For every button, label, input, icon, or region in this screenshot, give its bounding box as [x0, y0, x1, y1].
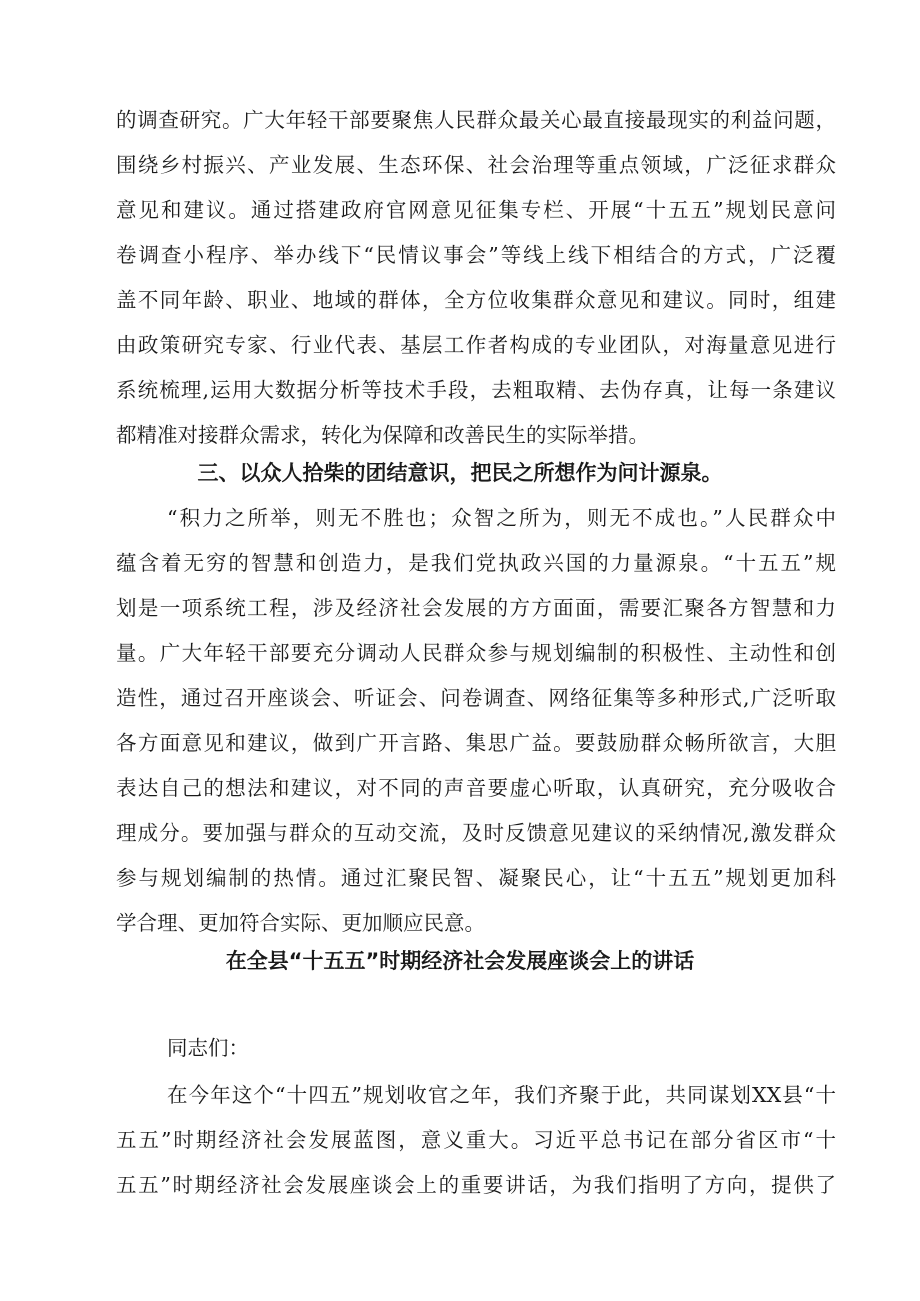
speech-title: 在全县“十五五”时期经济社会发展座谈会上的讲话	[225, 949, 695, 973]
paragraph-line: 蕴含着无穷的智慧和创造力，是我们党执政兴国的力量源泉。“十五五”规	[116, 551, 836, 575]
paragraph-line: 参与规划编制的热情。通过汇聚民智、凝聚民心，让“十五五”规划更加科	[116, 866, 836, 890]
paragraph-line: 盖不同年龄、职业、地域的群体，全方位收集群众意见和建议。同时，组建	[116, 288, 836, 312]
paragraph-line: 五五”时期经济社会发展座谈会上的重要讲话，为我们指明了方向，提供了	[116, 1173, 836, 1197]
salutation: 同志们：	[167, 1036, 249, 1060]
paragraph-line: 由政策研究专家、行业代表、基层工作者构成的专业团队，对海量意见进行	[116, 333, 836, 357]
paragraph-line: 各方面意见和建议，做到广开言路、集思广益。要鼓励群众畅所欲言，大胆	[116, 731, 836, 755]
paragraph-line: “积力之所举，则无不胜也；众智之所为，则无不成也。”人民群众中	[167, 506, 836, 530]
paragraph-line: 的调查研究。广大年轻干部要聚焦人民群众最关心最直接最现实的利益问题，	[116, 108, 836, 132]
paragraph-line: 学合理、更加符合实际、更加顺应民意。	[116, 911, 485, 935]
section-heading: 三、以众人拾柴的团结意识，把民之所想作为问计源泉。	[197, 461, 723, 485]
paragraph-line: 划是一项系统工程，涉及经济社会发展的方方面面，需要汇聚各方智慧和力	[116, 596, 836, 620]
paragraph-line: 意见和建议。通过搭建政府官网意见征集专栏、开展“十五五”规划民意问	[116, 198, 836, 222]
paragraph-line: 都精准对接群众需求，转化为保障和改善民生的实际举措。	[116, 423, 649, 447]
paragraph-line: 五五”时期经济社会发展蓝图，意义重大。习近平总书记在部分省区市“十	[116, 1128, 836, 1152]
paragraph-line: 造性，通过召开座谈会、听证会、问卷调查、网络征集等多种形式,广泛听取	[116, 686, 836, 710]
paragraph-line: 表达自己的想法和建议，对不同的声音要虚心听取，认真研究，充分吸收合	[116, 776, 836, 800]
paragraph-line: 系统梳理,运用大数据分析等技术手段，去粗取精、去伪存真，让每一条建议	[116, 378, 836, 402]
paragraph-line: 在今年这个“十四五”规划收官之年，我们齐聚于此，共同谋划XX县“十	[167, 1083, 836, 1107]
paragraph-line: 量。广大年轻干部要充分调动人民群众参与规划编制的积极性、主动性和创	[116, 641, 836, 665]
paragraph-line: 理成分。要加强与群众的互动交流，及时反馈意见建议的采纳情况,激发群众	[116, 821, 836, 845]
paragraph-line: 卷调查小程序、举办线下“民情议事会”等线上线下相结合的方式，广泛覆	[116, 243, 836, 267]
paragraph-line: 围绕乡村振兴、产业发展、生态环保、社会治理等重点领域，广泛征求群众	[116, 153, 836, 177]
